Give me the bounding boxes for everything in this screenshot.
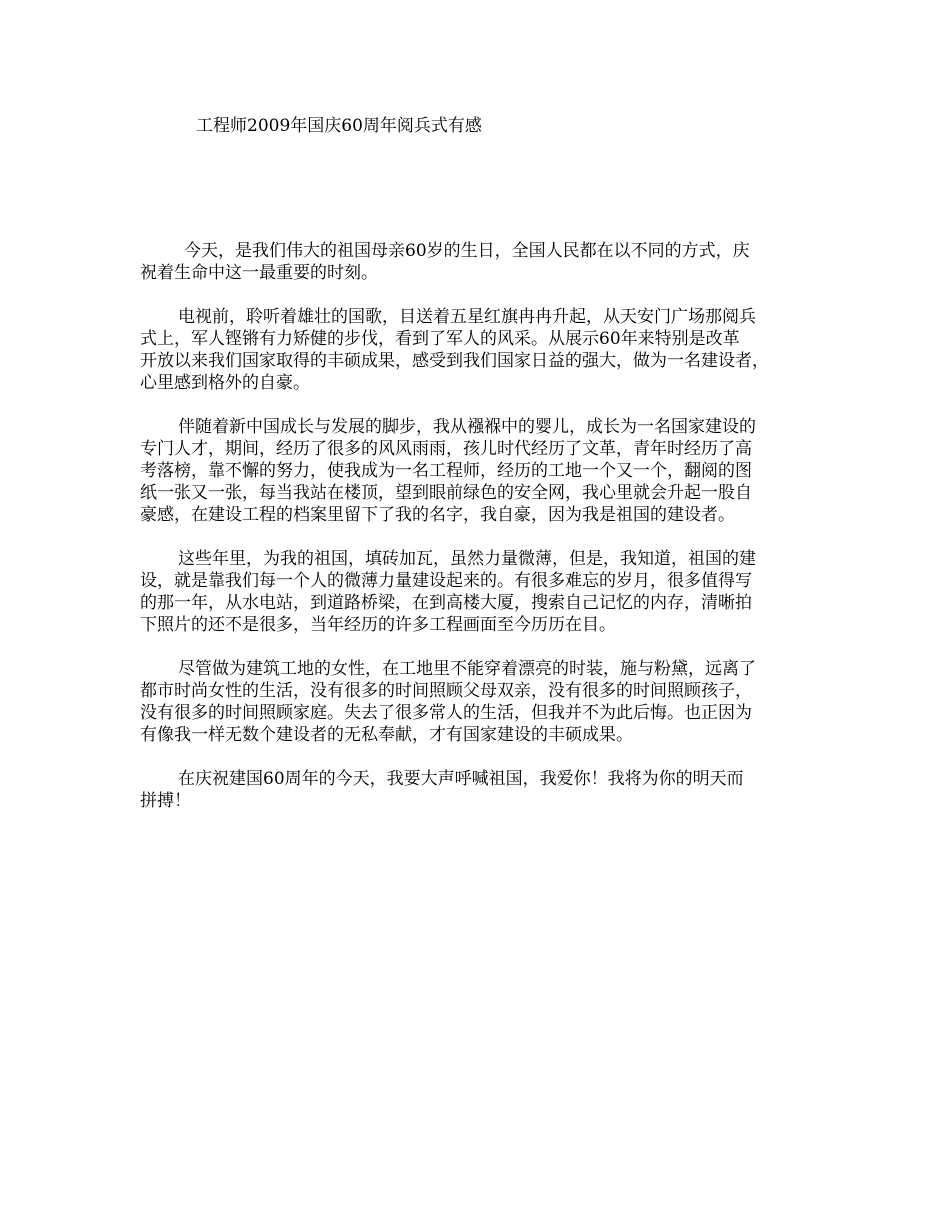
paragraph-line: 没有很多的时间照顾家庭。失去了很多常人的生活，但我并不为此后悔。也正因为 <box>140 703 752 723</box>
paragraph-line: 在庆祝建国60周年的今天，我要大声呼喊祖国，我爱你！我将为你的明天而 <box>178 769 744 789</box>
paragraph-line: 的那一年，从水电站，到道路桥梁，在到高楼大厦，搜索自己记忆的内存，清晰拍 <box>140 593 752 613</box>
paragraph-line: 开放以来我们国家取得的丰硕成果，感受到我们国家日益的强大，做为一名建设者， <box>140 351 769 371</box>
paragraph-line: 尽管做为建筑工地的女性，在工地里不能穿着漂亮的时装，施与粉黛，远离了 <box>178 659 756 679</box>
document-body <box>140 240 825 834</box>
paragraph-line: 电视前，聆听着雄壮的国歌，目送着五星红旗冉冉升起，从天安门广场那阅兵 <box>178 307 756 327</box>
paragraph-line: 今天，是我们伟大的祖国母亲60岁的生日，全国人民都在以不同的方式，庆 <box>184 241 750 261</box>
paragraph-line: 考落榜，靠不懈的努力，使我成为一名工程师，经历的工地一个又一个，翻阅的图 <box>140 461 752 481</box>
paragraph-line: 都市时尚女性的生活，没有很多的时间照顾父母双亲，没有很多的时间照顾孩子， <box>140 681 752 701</box>
paragraph-line: 纸一张又一张，每当我站在楼顶，望到眼前绿色的安全网，我心里就会升起一股自 <box>140 483 752 503</box>
paragraph-2 <box>140 306 825 394</box>
paragraph-line: 伴随着新中国成长与发展的脚步，我从襁褓中的婴儿，成长为一名国家建设的 <box>178 417 756 437</box>
paragraph-line: 祝着生命中这一最重要的时刻。 <box>140 263 378 283</box>
paragraph-line: 心里感到格外的自豪。 <box>140 373 310 393</box>
paragraph-line: 豪感，在建设工程的档案里留下了我的名字，我自豪，因为我是祖国的建设者。 <box>140 505 735 525</box>
paragraph-line: 这些年里，为我的祖国，填砖加瓦，虽然力量微薄，但是，我知道，祖国的建 <box>178 549 756 569</box>
paragraph-line: 有像我一样无数个建设者的无私奉献，才有国家建设的丰硕成果。 <box>140 725 633 745</box>
paragraph-1 <box>140 240 825 284</box>
paragraph-4 <box>140 548 825 636</box>
paragraph-line: 设，就是靠我们每一个人的微薄力量建设起来的。有很多难忘的岁月，很多值得写 <box>140 571 752 591</box>
paragraph-5 <box>140 658 825 746</box>
paragraph-line: 下照片的还不是很多，当年经历的许多工程画面至今历历在目。 <box>140 615 616 635</box>
paragraph-6 <box>140 768 825 812</box>
document-title: 工程师2009年国庆60周年阅兵式有感 <box>196 116 482 136</box>
paragraph-3 <box>140 416 825 526</box>
paragraph-line: 式上，军人铿锵有力矫健的步伐，看到了军人的风采。从展示60年来特别是改革 <box>140 329 740 349</box>
paragraph-line: 拼搏！ <box>140 791 191 811</box>
paragraph-line: 专门人才，期间，经历了很多的风风雨雨，孩儿时代经历了文革，青年时经历了高 <box>140 439 752 459</box>
